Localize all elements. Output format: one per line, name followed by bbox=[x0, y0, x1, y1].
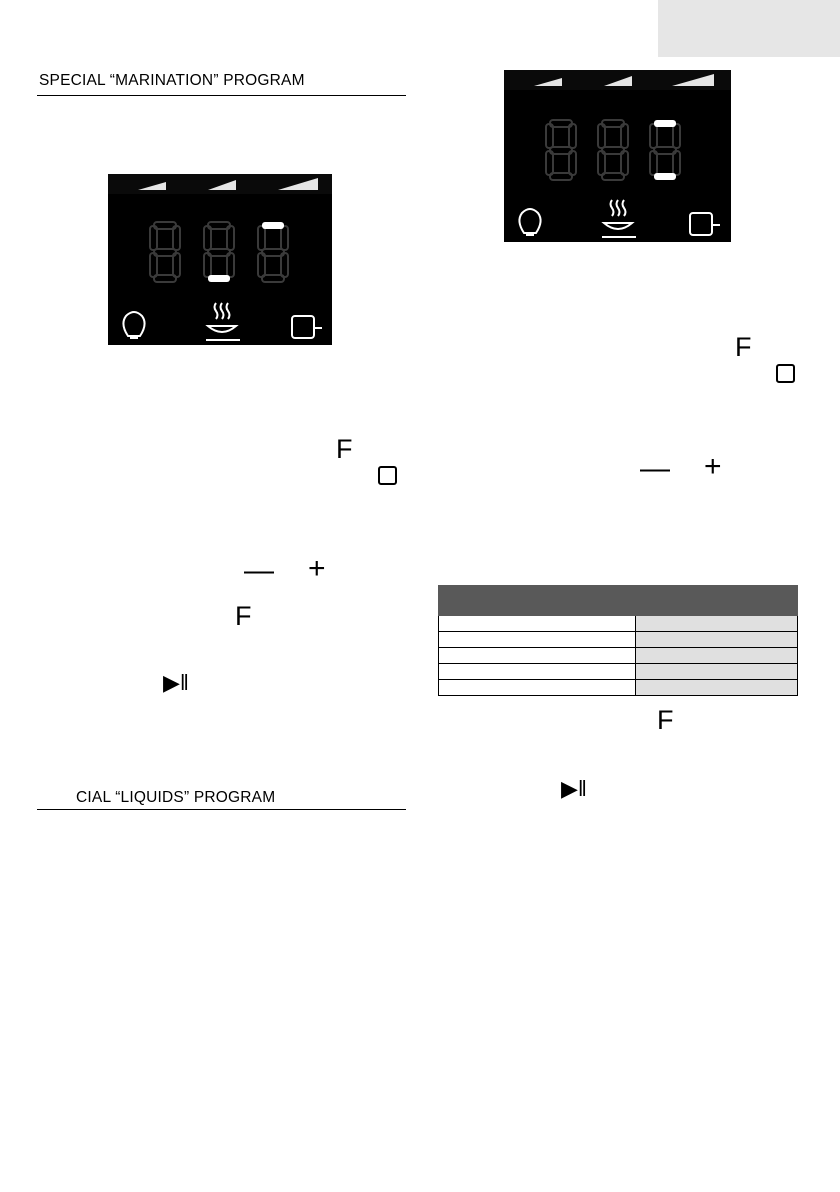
control-panel-display bbox=[504, 70, 731, 242]
function-key-symbol: F bbox=[235, 601, 252, 631]
function-key-symbol: F bbox=[735, 332, 752, 362]
container-icon bbox=[776, 364, 795, 383]
display-graphic bbox=[504, 70, 731, 242]
heading-rule bbox=[37, 809, 406, 810]
table-cell bbox=[439, 664, 636, 680]
table-cell bbox=[636, 616, 798, 632]
minus-key-symbol: — bbox=[640, 452, 670, 485]
lit-segment-top bbox=[262, 222, 284, 229]
minus-key-symbol: — bbox=[244, 554, 274, 587]
start-pause-icon: ▶‖ bbox=[561, 776, 588, 801]
language-tab bbox=[658, 0, 840, 57]
function-key-symbol: F bbox=[657, 705, 674, 735]
table-cell bbox=[439, 632, 636, 648]
lit-segment-bottom bbox=[654, 173, 676, 180]
table-cell bbox=[439, 616, 636, 632]
section-heading-marination: SPECIAL “MARINATION” PROGRAM bbox=[39, 72, 305, 89]
table-row bbox=[439, 648, 798, 664]
control-panel-display bbox=[108, 174, 332, 345]
table-cell bbox=[636, 664, 798, 680]
settings-table bbox=[438, 585, 798, 696]
table-cell bbox=[636, 632, 798, 648]
table-cell bbox=[439, 680, 636, 696]
function-key-symbol: F bbox=[336, 434, 353, 464]
table-header-cell bbox=[439, 586, 636, 616]
digit-3 bbox=[258, 226, 288, 282]
digit-1 bbox=[150, 222, 180, 282]
container-icon bbox=[378, 466, 397, 485]
display-graphic bbox=[108, 174, 332, 345]
table-header-row bbox=[439, 586, 798, 616]
heading-rule bbox=[37, 95, 406, 96]
table-row bbox=[439, 664, 798, 680]
plus-key-symbol: + bbox=[308, 552, 326, 585]
table-cell bbox=[636, 648, 798, 664]
lit-segment-top bbox=[654, 120, 676, 127]
table-row bbox=[439, 632, 798, 648]
table-row bbox=[439, 680, 798, 696]
table-cell bbox=[636, 680, 798, 696]
digit-3 bbox=[650, 124, 680, 175]
start-pause-icon: ▶‖ bbox=[163, 670, 190, 695]
digit-2 bbox=[204, 222, 234, 277]
digit-2 bbox=[598, 120, 628, 180]
plus-key-symbol: + bbox=[704, 450, 722, 483]
table-header-cell bbox=[636, 586, 798, 616]
section-heading-liquids: CIAL “LIQUIDS” PROGRAM bbox=[76, 789, 276, 806]
lit-segment-bottom bbox=[208, 275, 230, 282]
table-cell bbox=[439, 648, 636, 664]
table-row bbox=[439, 616, 798, 632]
digit-1 bbox=[546, 120, 576, 180]
